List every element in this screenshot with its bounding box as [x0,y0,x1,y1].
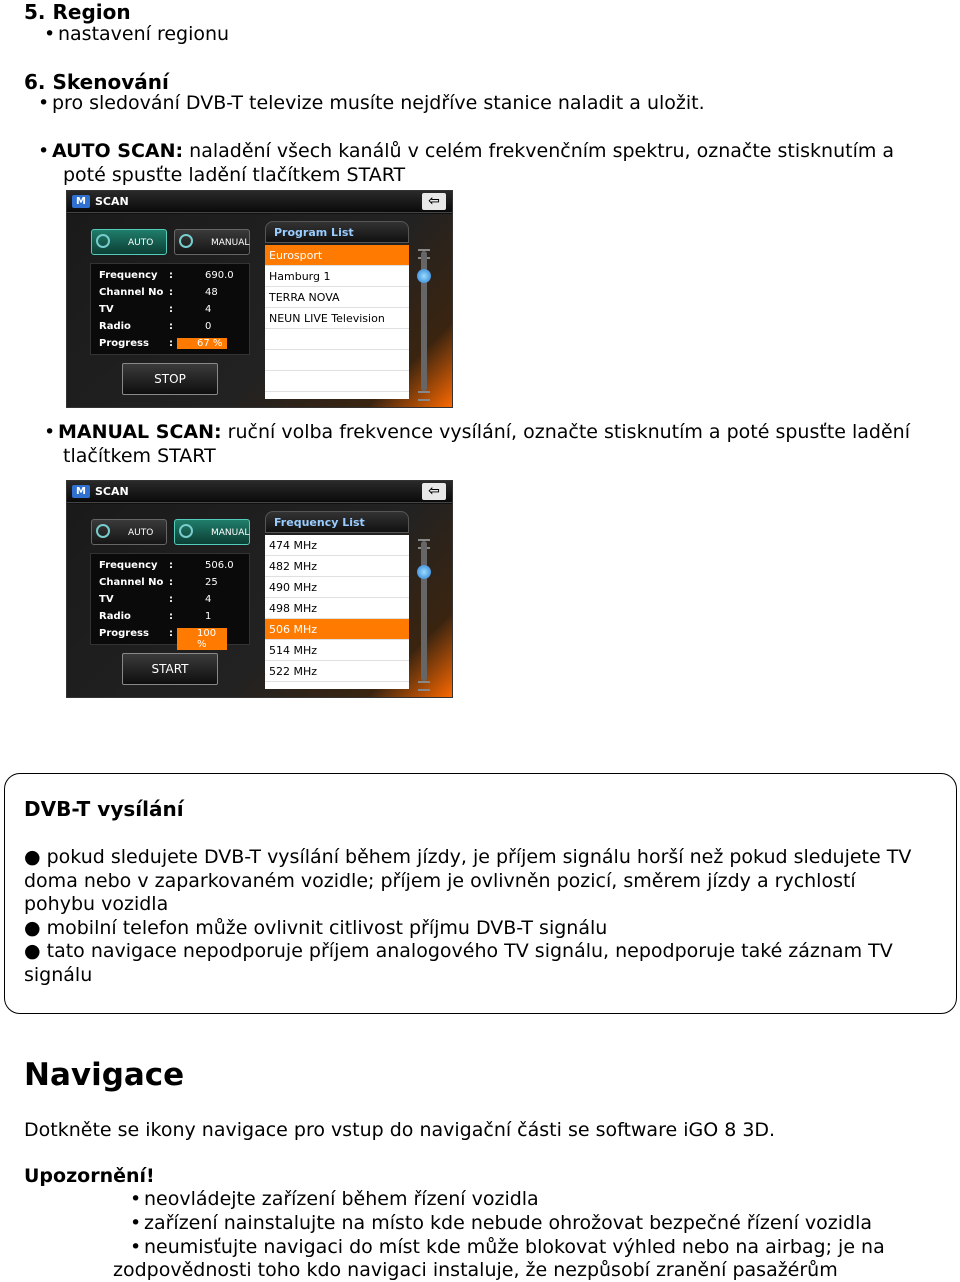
scrollbar-track[interactable] [421,541,427,681]
manual-scan-label: MANUAL SCAN: [58,421,222,443]
channel-row: Channel No : 25 [99,577,218,588]
magnifier-icon [179,524,193,538]
list-item[interactable]: 482 MHz [265,556,409,577]
dvbt-bullet-1-line-1: ● pokud sledujete DVB-T vysílání během jízdy, je příjem signálu horší než pokud sledujete TV [24,846,912,868]
dvbt-bullet-1-line-2: doma nebo v zaparkovaném vozidle; příjem je ovlivněn pozicí, směrem jízdy a rychlostí [24,870,856,892]
section-5-bullet-text: nastavení regionu [58,23,230,45]
progress-row: Progress : 67 % [99,338,249,354]
warning-item-1-text: neovládejte zařízení během řízení vozidla [144,1188,539,1210]
list-item[interactable] [265,329,409,350]
list-item[interactable]: 514 MHz [265,640,409,661]
warning-heading: Upozornění! [24,1165,155,1187]
auto-mode-button[interactable] [91,519,167,545]
dvbt-bullet-3-line-1: ● tato navigace nepodporuje příjem analogového TV signálu, nepodporuje také záznam TV [24,940,893,962]
manual-scan-text-2: tlačítkem START [63,445,216,467]
scan-info-panel [90,263,250,355]
list-item[interactable]: Eurosport [265,245,409,266]
warning-item-2 [130,1212,872,1235]
frequency-list-title: Frequency List [265,511,409,533]
manual-scan-bullet [44,421,910,444]
magnifier-icon [96,524,110,538]
auto-mode-label: AUTO [128,238,154,248]
list-item[interactable]: NEUN LIVE Television [265,308,409,329]
channel-row: Channel No : 48 [99,287,218,298]
list-item[interactable] [265,350,409,371]
magnifier-icon [96,234,110,248]
auto-scan-label: AUTO SCAN: [52,140,184,162]
app-logo-icon: M [72,195,90,208]
frequency-row: Frequency : 690.0 [99,270,234,281]
program-list-title: Program List [265,221,409,243]
navigace-text: Dotkněte se ikony navigace pro vstup do navigační části se software iGO 8 3D. [24,1119,776,1141]
program-list [265,245,409,399]
list-item[interactable]: 498 MHz [265,598,409,619]
auto-mode-label: AUTO [128,528,154,538]
manual-mode-label: MANUAL [211,528,250,538]
screen-title: SCAN [95,485,129,498]
dvbt-heading: DVB-T vysílání [24,797,184,821]
dvbt-bullet-2: ● mobilní telefon může ovlivnit citlivost příjmu DVB-T signálu [24,917,608,939]
manual-mode-button[interactable] [174,519,250,545]
list-item[interactable]: 506 MHz [265,619,409,640]
list-item[interactable] [265,371,409,392]
tv-row: TV : 4 [99,304,212,315]
list-item[interactable]: 522 MHz [265,661,409,682]
auto-scan-text: naladění všech kanálů v celém frekvenčním spektru, označte stisknutím a [183,140,895,162]
scrollbar-thumb[interactable] [417,269,431,283]
navigace-heading: Navigace [24,1057,185,1093]
magnifier-icon [179,234,193,248]
scrollbar-thumb[interactable] [417,565,431,579]
warning-item-3 [130,1236,885,1259]
warning-item-3-text: neumisťujte navigaci do míst kde může blokovat výhled nebo na airbag; je na [144,1236,885,1258]
tv-row: TV : 4 [99,594,212,605]
scroll-down-grip-icon[interactable] [418,391,430,401]
section-6-heading: 6. Skenování [24,70,169,94]
start-button[interactable]: START [122,653,218,685]
screen-title: SCAN [95,195,129,208]
list-item[interactable]: 474 MHz [265,535,409,556]
screen-topbar [67,191,452,213]
manual-mode-label: MANUAL [211,238,250,248]
scan-info-panel [90,553,250,650]
app-logo-icon: M [72,485,90,498]
frequency-list [265,535,409,689]
frequency-row: Frequency : 506.0 [99,560,234,571]
auto-scan-bullet [38,140,894,163]
section-5-bullet [44,23,229,46]
dvbt-bullet-1-line-3: pohybu vozidla [24,893,169,915]
section-6-bullet-1-text: pro sledování DVB-T televize musíte nejdříve stanice naladit a uložit. [52,92,705,114]
auto-scan-screenshot [66,190,453,408]
manual-mode-button[interactable] [174,229,250,255]
section-6-bullet-1 [38,92,705,115]
scroll-down-grip-icon[interactable] [418,681,430,691]
manual-scan-screenshot [66,480,453,698]
warning-item-3-cont: zodpovědnosti toho kdo navigaci instaluje, že nezpůsobí zranění pasažérům [113,1259,838,1281]
auto-scan-text-2: poté spusťte ladění tlačítkem START [63,164,406,186]
auto-mode-button[interactable] [91,229,167,255]
back-arrow-icon[interactable]: ⇦ [422,483,446,500]
list-item[interactable]: TERRA NOVA [265,287,409,308]
list-item[interactable]: 490 MHz [265,577,409,598]
progress-row: Progress : 100 % [99,628,249,644]
section-5-heading: 5. Region [24,0,131,24]
dvbt-bullet-3-line-2: signálu [24,964,93,986]
radio-row: Radio : 0 [99,321,212,332]
stop-button[interactable]: STOP [122,363,218,395]
screen-topbar [67,481,452,503]
manual-scan-text: ruční volba frekvence vysílání, označte stisknutím a poté spusťte ladění [221,421,910,443]
back-arrow-icon[interactable]: ⇦ [422,193,446,210]
radio-row: Radio : 1 [99,611,212,622]
warning-item-1 [130,1188,539,1211]
warning-item-2-text: zařízení nainstalujte na místo kde nebude ohrožovat bezpečné řízení vozidla [144,1212,873,1234]
list-item[interactable]: Hamburg 1 [265,266,409,287]
